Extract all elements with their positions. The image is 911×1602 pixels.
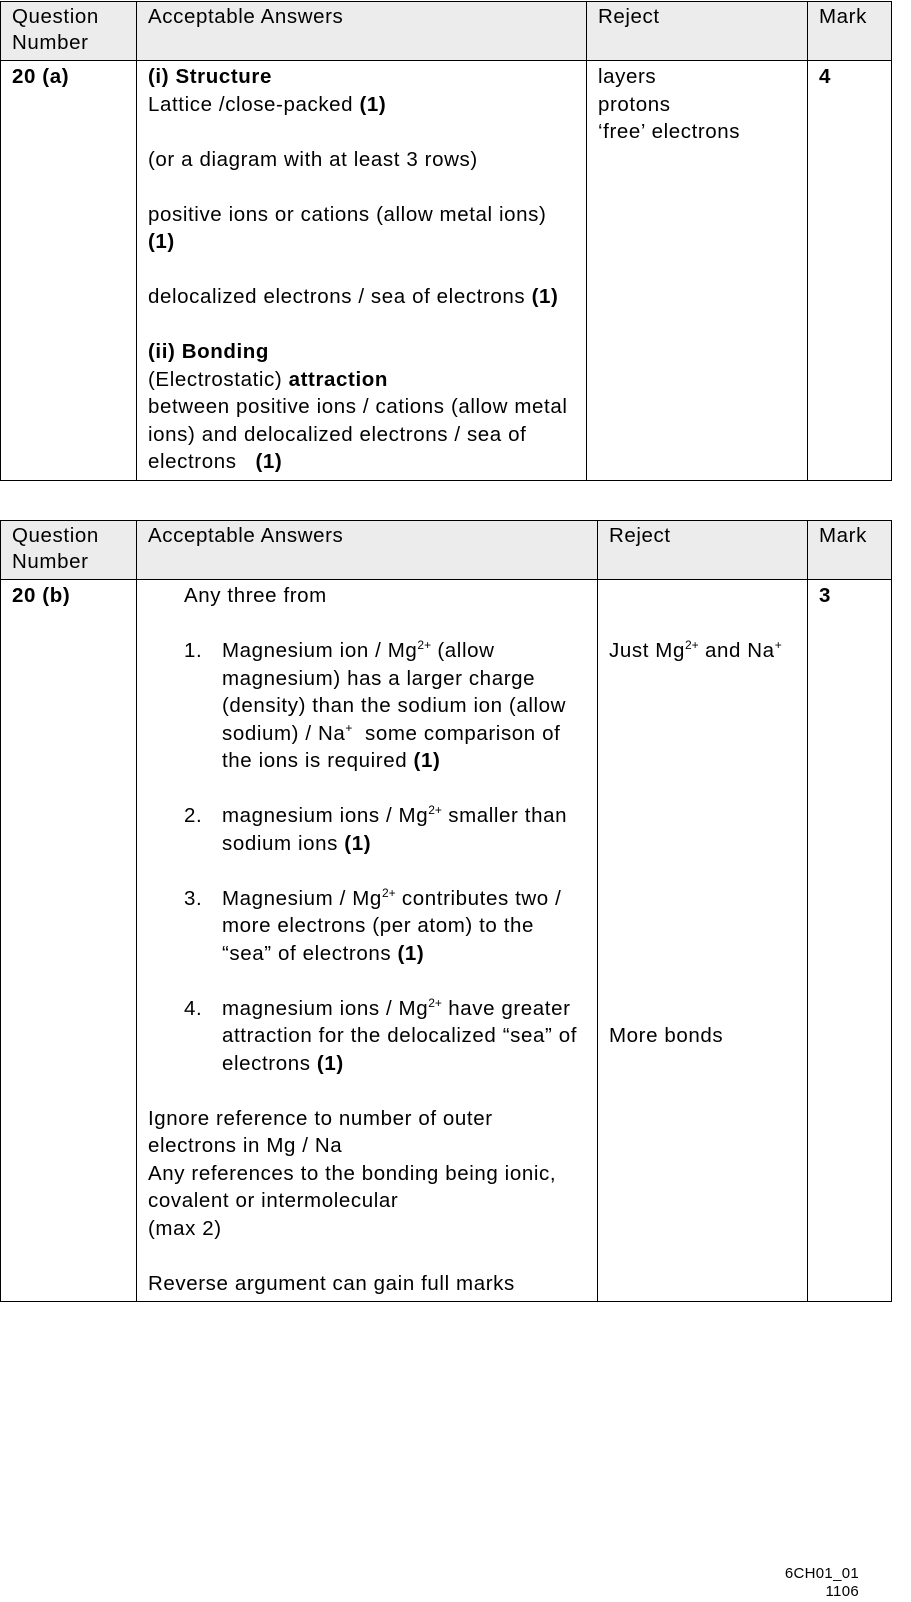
table-header-row: [1, 2, 892, 61]
acceptable-answers-cell: [137, 580, 598, 1302]
reject-item: Just $Mg^{2+}$ and Na+: [609, 638, 782, 662]
header-reject: Reject: [598, 521, 808, 580]
table-row: [1, 580, 892, 1302]
acceptable-answers-cell: [137, 61, 587, 481]
question-number: 20 (a): [1, 61, 137, 481]
table-header-row: [1, 521, 892, 580]
mark-scheme-table-20b: [0, 520, 892, 1302]
mark-value: 4: [808, 61, 892, 481]
page-footer: [785, 1565, 859, 1601]
bonding-references-note: Any references to the bonding being ionic, covalent or intermolecular: [148, 1161, 557, 1212]
ignore-note: Ignore reference to number of outer electrons in Mg / Na: [148, 1106, 493, 1157]
reverse-argument-note: Reverse argument can gain full marks: [148, 1271, 515, 1295]
structure-answer: Lattice /close-packed (1): [148, 92, 387, 116]
intro-text: Any three from: [184, 584, 327, 607]
list-item: 2. magnesium ions / $Mg^{2+}$ smaller than sodium ions (1): [184, 803, 568, 855]
page-number: 1106: [825, 1583, 859, 1600]
list-item: 3. Magnesium / $Mg^{2+}$ contributes two / more electrons (per atom) to the “sea” of electrons (1): [184, 885, 562, 965]
max-note: (max 2): [148, 1216, 222, 1240]
reject-item: More bonds: [609, 1023, 724, 1047]
reject-item: protons: [598, 92, 671, 116]
mark-value: 3: [808, 580, 892, 1302]
header-acceptable-answers: Acceptable Answers: [137, 2, 587, 61]
positive-ions-answer: positive ions or cations (allow metal ions) (1): [148, 202, 547, 253]
list-item: 4. magnesium ions / $Mg^{2+}$ have greater attraction for the delocalized “sea” of electrons (1): [184, 995, 577, 1075]
mark-scheme-table-20a: [0, 1, 892, 481]
list-item: 1. Magnesium ion / $Mg^{2+}$ (allow magnesium) has a larger charge (density) than the sodium ion (allow sodium) / Na+ some comparison of the ions is required (1): [184, 638, 567, 772]
header-acceptable-answers: Acceptable Answers: [137, 521, 598, 580]
answer-list: [148, 637, 587, 1077]
table-row: [1, 61, 892, 481]
structure-heading: (i) Structure: [148, 65, 272, 88]
paper-code: 6CH01_01: [784, 1565, 859, 1582]
header-mark: Mark: [808, 521, 892, 580]
reject-item: layers: [598, 65, 657, 88]
reject-cell: [587, 61, 808, 481]
header-mark: Mark: [808, 2, 892, 61]
header-reject: Reject: [587, 2, 808, 61]
reject-item: ‘free’ electrons: [598, 120, 741, 143]
bonding-answer: (Electrostatic) attraction between positive ions / cations (allow metal ions) and delocalized electrons / sea of electrons (1): [148, 367, 568, 473]
header-question-number: Question Number: [1, 521, 137, 580]
bonding-heading: (ii) Bonding: [148, 340, 270, 363]
reject-cell: [598, 580, 808, 1302]
delocalized-answer: delocalized electrons / sea of electrons (1): [148, 285, 559, 308]
question-number: 20 (b): [1, 580, 137, 1302]
header-question-number: Question Number: [1, 2, 137, 61]
diagram-note: (or a diagram with at least 3 rows): [148, 147, 478, 171]
